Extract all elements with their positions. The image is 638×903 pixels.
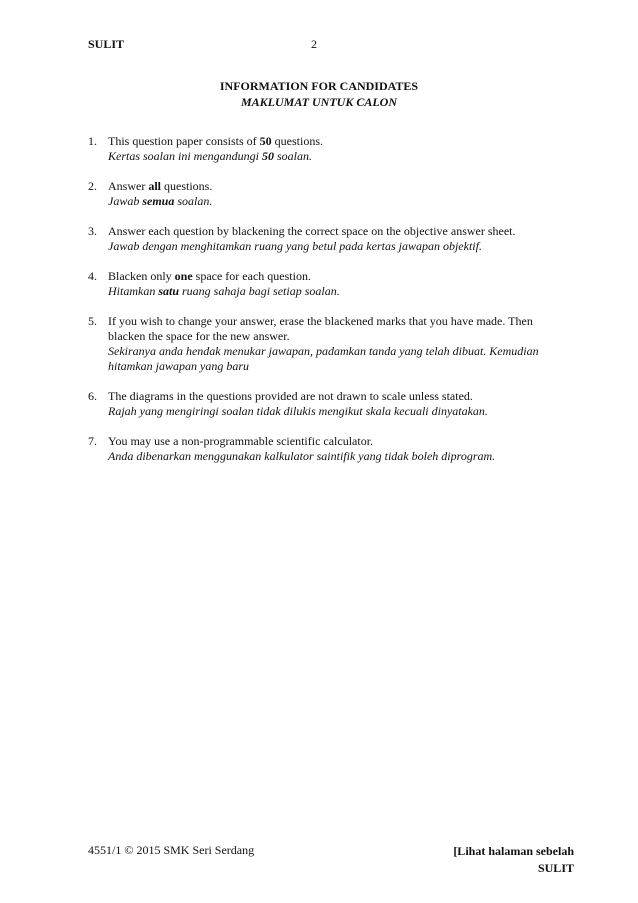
footer-classification: SULIT <box>537 861 574 875</box>
instruction-text-english: If you wish to change your answer, erase the blackened marks that you have made. Then blacken the space for the new answer. <box>108 314 533 343</box>
instruction-number: 6. <box>88 389 97 403</box>
instruction-number: 3. <box>88 224 97 238</box>
title-english: INFORMATION FOR CANDIDATES <box>219 79 419 93</box>
footer-next-page-label: [Lihat halaman sebelah <box>453 844 574 858</box>
instruction-text-english: The diagrams in the questions provided are not drawn to scale unless stated. <box>108 389 473 403</box>
instruction-item-4 <box>88 269 558 299</box>
footer-continue-note <box>440 843 574 877</box>
instruction-text-english: Answer all questions. <box>108 179 213 193</box>
instruction-text-english: Answer each question by blackening the correct space on the objective answer sheet. <box>108 224 516 238</box>
instruction-item-5 <box>88 314 558 374</box>
instruction-number: 1. <box>88 134 97 148</box>
instruction-text-english: This question paper consists of 50 questions. <box>108 134 323 148</box>
instruction-number: 5. <box>88 314 97 328</box>
instruction-text-malay: Anda dibenarkan menggunakan kalkulator saintifik yang tidak boleh diprogram. <box>108 449 496 463</box>
instruction-text-english: You may use a non-programmable scientific calculator. <box>108 434 374 448</box>
instruction-item-3 <box>88 224 558 254</box>
instruction-item-2 <box>88 179 558 209</box>
title-block <box>0 78 638 110</box>
footer-copyright: 4551/1 © 2015 SMK Seri Serdang <box>88 843 255 857</box>
instruction-text-malay: Hitamkan satu ruang sahaja bagi setiap soalan. <box>108 284 340 298</box>
instruction-text-malay: Rajah yang mengiringi soalan tidak dilukis mengikut skala kecuali dinyatakan. <box>108 404 488 418</box>
instruction-number: 7. <box>88 434 97 448</box>
instruction-text-malay: Jawab semua soalan. <box>108 194 213 208</box>
instruction-text-english: Blacken only one space for each question. <box>108 269 311 283</box>
instruction-list <box>88 134 558 479</box>
instruction-number: 2. <box>88 179 97 193</box>
header-classification: SULIT <box>88 37 125 51</box>
title-malay: MAKLUMAT UNTUK CALON <box>240 95 398 109</box>
instruction-item-7 <box>88 434 558 464</box>
instruction-item-1 <box>88 134 558 164</box>
instruction-text-malay: Kertas soalan ini mengandungi 50 soalan. <box>108 149 313 163</box>
instruction-item-6 <box>88 389 558 419</box>
page-number: 2 <box>311 37 317 51</box>
instruction-text-malay: Jawab dengan menghitamkan ruang yang betul pada kertas jawapan objektif. <box>108 239 482 253</box>
instruction-number: 4. <box>88 269 97 283</box>
instruction-text-malay: Sekiranya anda hendak menukar jawapan, padamkan tanda yang telah dibuat. Kemudian hitamkan jawapan yang baru <box>108 344 539 373</box>
